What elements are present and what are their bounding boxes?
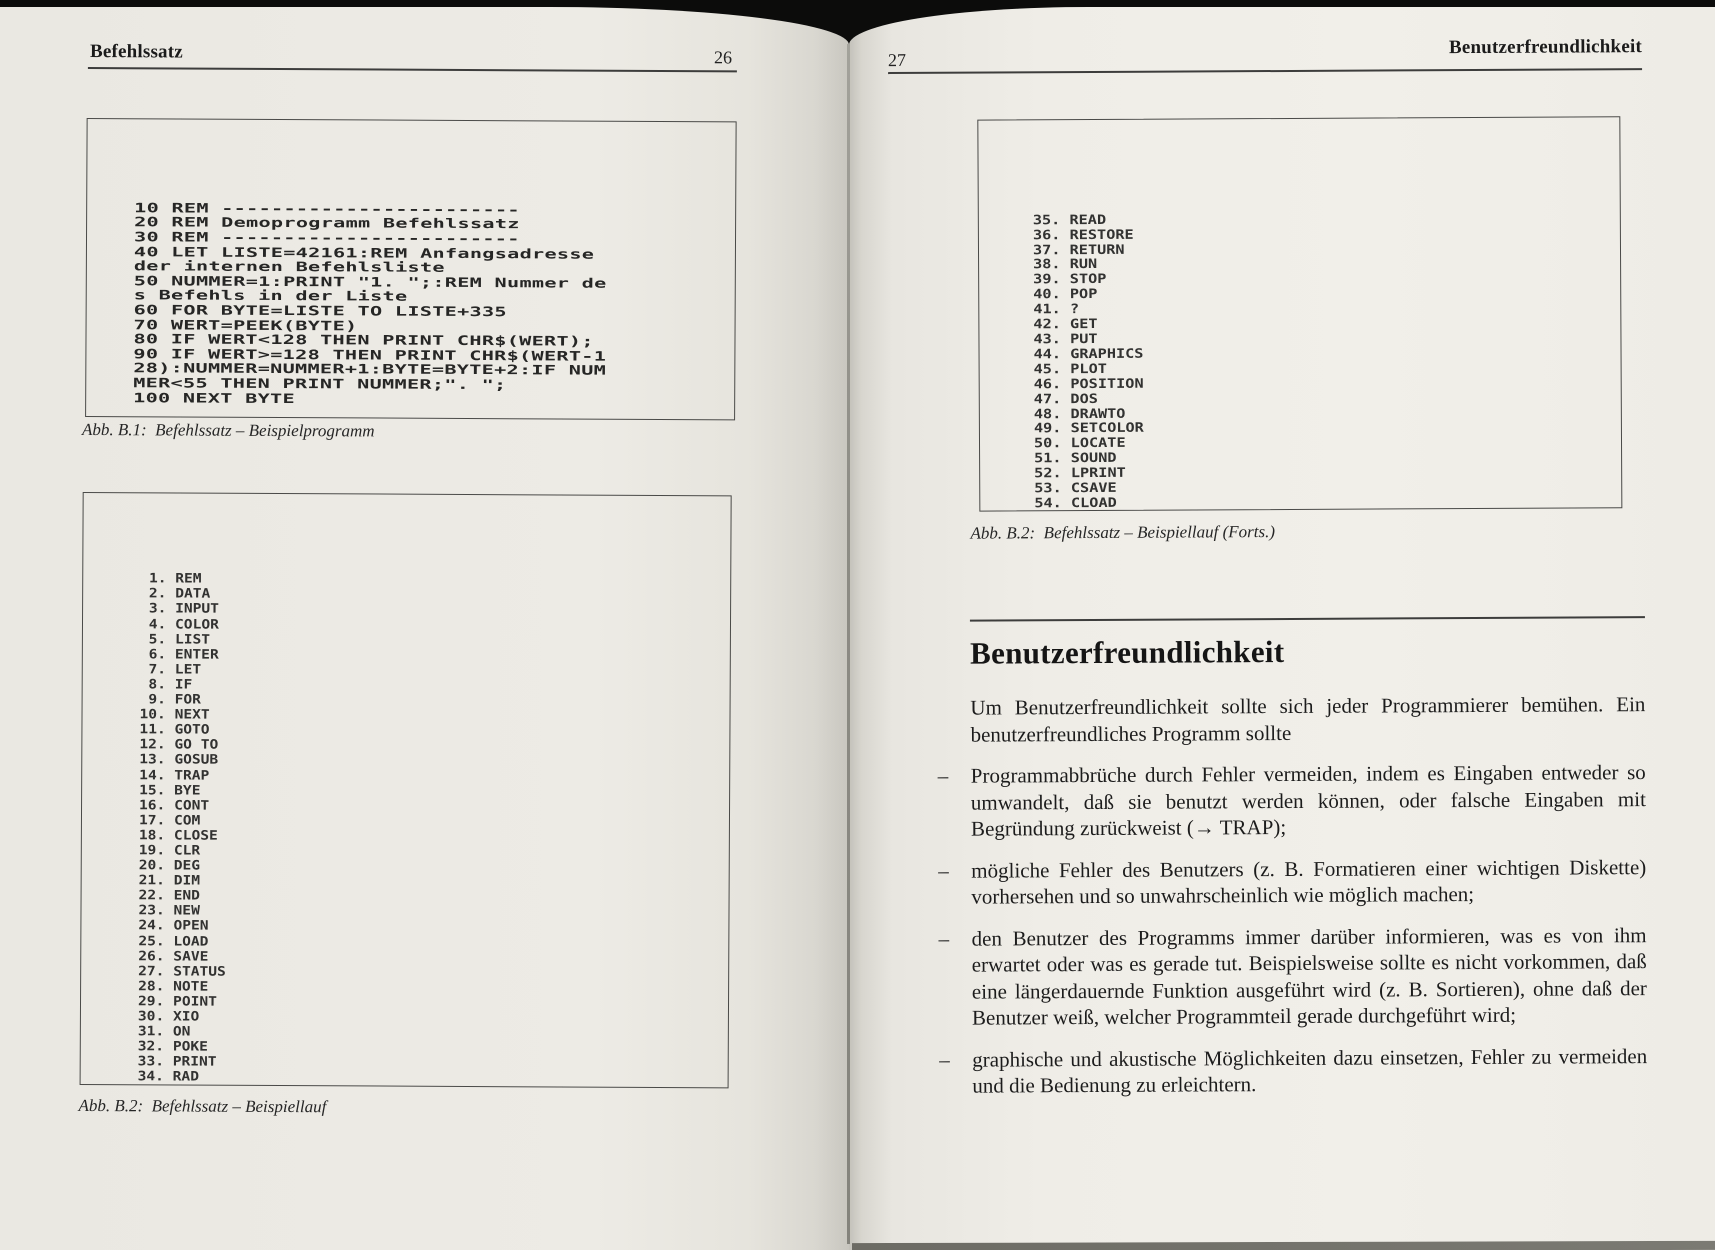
list-item: 17. COM [138,813,201,829]
list-item: 48. DRAWTO [1033,406,1126,422]
bullet-text: mögliche Fehler des Benutzers (z. B. Formatieren einer wichtigen Diskette) vorhersehen und so unwahrscheinlich wie möglich machen; [971,854,1647,909]
bullet-dash: – [939,1047,950,1072]
list-item: 41. ? [1033,302,1080,318]
list-item: 51. SOUND [1034,451,1117,467]
list-item: 18. CLOSE [138,828,218,844]
code-line: 80 IF WERT<128 THEN PRINT CHR$(WERT); [133,332,594,350]
list-item: 25. LOAD [138,933,209,950]
page-number-left: 26 [713,47,733,68]
list-item: 49. SETCOLOR [1033,421,1144,437]
list-item: 38. RUN [1033,257,1098,273]
list-item: 22. END [138,888,200,904]
list-item: 7. LET [139,662,202,678]
bullet-dash: – [937,763,949,788]
code-line: 40 LET LISTE=42161:REM Anfangsadresse [133,244,595,263]
list-item: 6. ENTER [139,647,219,663]
code-line: 100 NEXT BYTE [133,390,295,407]
list-item: 32. POKE [137,1039,208,1055]
list-item: 26. SAVE [138,948,209,965]
list-item: 16. CONT [139,797,210,814]
code-line: 90 IF WERT>=128 THEN PRINT CHR$(WERT-1 [133,346,607,365]
list-item: 27. STATUS [138,963,226,980]
bullet-dash: – [938,858,949,883]
code-line: der internen Befehlsliste [133,259,445,277]
list-item: 14. TRAP [139,767,210,784]
list-item: 21. DIM [138,873,201,889]
section-intro: Um Benutzerfreundlichkeit sollte sich jeder Programmierer bemühen. Ein benutzerfreundliches Programm sollte [970,692,1646,747]
list-item: 52. LPRINT [1034,465,1126,482]
list-item: 11. GOTO [139,722,210,738]
list-item: 8. IF [139,677,193,693]
running-head-right: Benutzerfreundlichkeit [1448,36,1642,59]
page-number-right: 27 [887,49,907,71]
section-divider-rule [970,616,1645,622]
code-line: 50 NUMMER=1:PRINT "1. ";:REM Nummer de [133,273,607,292]
list-item: 9. FOR [139,692,202,708]
list-item: 33. PRINT [137,1054,217,1070]
code-line: 70 WERT=PEEK(BYTE) [133,317,358,334]
figure-caption-b2: Abb. B.2: Befehlssatz – Beispiellauf [78,1095,327,1117]
section-heading: Benutzerfreundlichkeit [970,633,1285,671]
bullet-text: graphische und akustische Möglichkeiten dazu einsetzen, Fehler zu vermeiden und die Bedienung zu erleichtern. [972,1043,1648,1098]
list-item: 47. DOS [1033,391,1098,407]
bullet-item [938,854,1646,911]
figure-caption-b1: Abb. B.1: Befehlssatz – Beispielprogramm [81,419,375,441]
list-item: 46. POSITION [1033,376,1144,392]
code-line: 60 FOR BYTE=LISTE TO LISTE+335 [133,303,507,321]
bullet-list [938,759,1648,1099]
list-item: 23. NEW [138,903,200,919]
list-item: 3. INPUT [140,601,220,618]
bullet-item [939,1043,1647,1100]
list-item: 29. POINT [137,994,217,1010]
list-item: 28. NOTE [138,979,209,995]
list-item: 45. PLOT [1033,361,1107,378]
command-list-35-54 [1033,169,1145,512]
code-line: 30 REM ------------------------ [133,230,520,248]
running-head-left: Befehlssatz [89,41,184,63]
figure-caption-b2-cont: Abb. B.2: Befehlssatz – Beispiellauf (Forts.) [970,522,1276,543]
code-line: 28):NUMMER=NUMMER+1:BYTE=BYTE+2:IF NUM [133,361,607,380]
list-item: 42. GET [1033,317,1098,333]
list-item: 12. GO TO [139,737,219,753]
list-item: 30. XIO [137,1009,200,1025]
bullet-dash: – [938,926,950,951]
list-item: 35. READ [1032,212,1107,229]
code-line: s Befehls in der Liste [133,288,408,306]
list-item: 34. RAD [137,1069,200,1085]
list-item: 43. PUT [1033,331,1098,348]
list-item: 36. RESTORE [1032,227,1134,243]
header-rule-right [888,68,1642,74]
list-item: 10. NEXT [139,707,210,723]
code-line: MER<55 THEN PRINT NUMMER;". "; [133,376,507,394]
bullet-text: den Benutzer des Programms immer darüber informieren, was es von ihm erwartet oder was es gerade tut. Beispielsweise sollte es nicht vorkommen, daß eine längerdauernde Funktion ausgeführt wird (z. B. Sortieren), ohne daß der Benutzer weiß, welcher Programmteil gerade durchgeführt wird; [971,922,1647,1030]
list-item: 19. CLR [138,843,201,859]
list-item: 24. OPEN [138,918,209,935]
bullet-item [938,759,1646,842]
list-item: 2. DATA [140,586,211,603]
list-item: 37. RETURN [1032,242,1125,258]
list-item: 15. BYE [139,782,201,799]
code-line: 10 REM ------------------------ [134,201,520,219]
bullet-item [939,922,1648,1032]
list-item: 1. REM [140,571,202,587]
list-item: 53. CSAVE [1034,480,1117,497]
list-item: 44. GRAPHICS [1033,346,1144,363]
code-line: 20 REM Demoprogramm Befehlssatz [134,215,520,233]
list-item: 4. COLOR [139,616,219,633]
list-item: 13. GOSUB [139,752,219,769]
bullet-text: Programmabbrüche durch Fehler vermeiden, indem es Eingaben entweder so umwandelt, daß sie benutzt werden können, oder falsche Eingaben mit Begründung zurückweist (→ TRAP); [970,760,1646,841]
section-body [937,691,1647,1099]
list-item: 31. ON [137,1024,191,1040]
list-item: 40. POP [1033,287,1098,303]
list-item: 54. CLOAD [1034,495,1117,512]
list-item: 5. LIST [139,631,211,648]
list-item: 20. DEG [138,858,201,874]
list-item: 50. LOCATE [1033,436,1126,452]
list-item: 39. STOP [1033,272,1107,288]
